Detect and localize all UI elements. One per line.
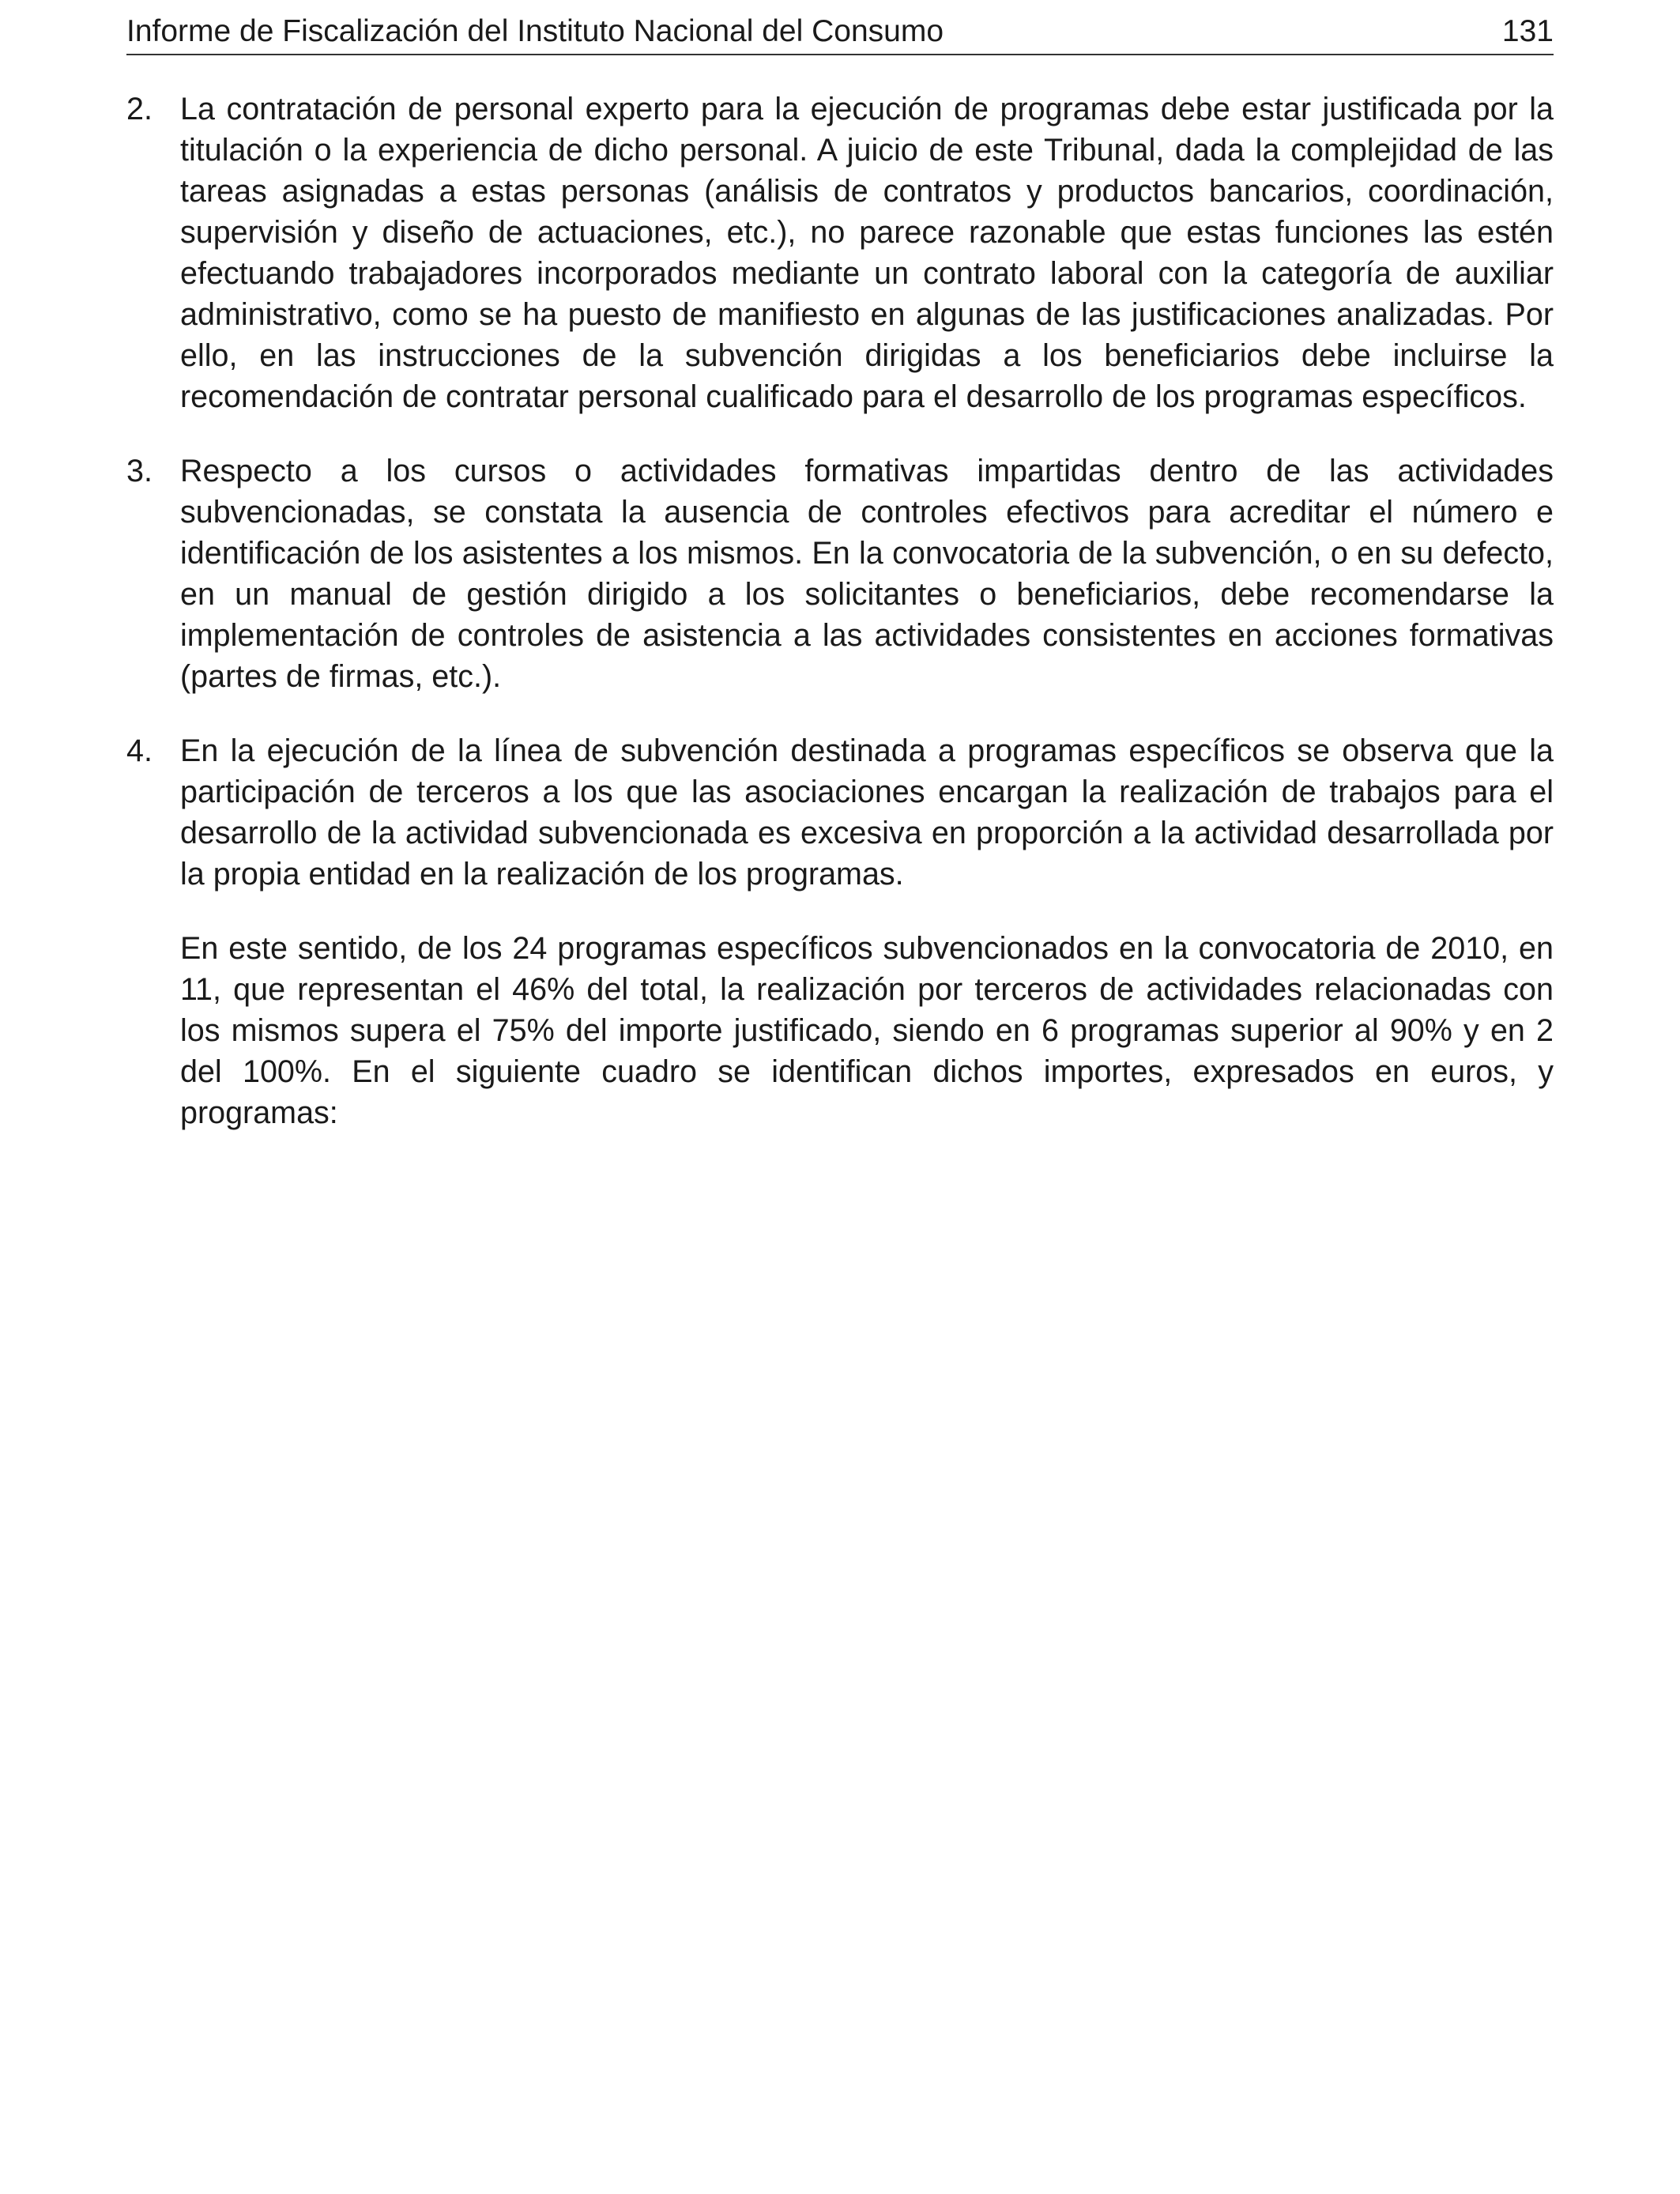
item-number: 3.: [126, 454, 153, 488]
paragraph: Respecto a los cursos o actividades formativas impartidas dentro de las actividades subvencionadas, se constata la ausencia de controles efectivos para acreditar el número e identificación de los asistentes a los mismos. En la convocatoria de la subvención, o en su defecto, en un manual de gestión dirigido a los solicitantes o beneficiarios, debe recomendarse la implementación de controles de asistencia a las actividades consistentes en acciones formativas (partes de firmas, etc.).: [180, 454, 1554, 694]
item-number: 4.: [126, 733, 153, 768]
paragraph: La contratación de personal experto para la ejecución de programas debe estar justificada por la titulación o la experiencia de dicho personal. A juicio de este Tribunal, dada la complejidad de las tareas asignadas a estas personas (análisis de contratos y productos bancarios, coordinación, supervisión y diseño de actuaciones, etc.), no parece razonable que estas funciones las estén efectuando trabajadores incorporados mediante un contrato laboral con la categoría de auxiliar administrativo, como se ha puesto de manifiesto en algunas de las justificaciones analizadas. Por ello, en las instrucciones de la subvención dirigidas a los beneficiarios debe incluirse la recomendación de contratar personal cualificado para el desarrollo de los programas específicos.: [180, 92, 1554, 414]
numbered-item-3: [126, 450, 1554, 697]
numbered-item-4: [126, 730, 1554, 1133]
page-header: [126, 9, 1554, 55]
header-title: Informe de Fiscalización del Instituto Nacional del Consumo: [126, 14, 944, 48]
page-number: 131: [1501, 14, 1554, 48]
document-body: [126, 89, 1554, 1167]
paragraph: En este sentido, de los 24 programas específicos subvencionados en la convocatoria de 2010, en 11, que representan el 46% del total, la realización por terceros de actividades relacionadas con los mismos supera el 75% del importe justificado, siendo en 6 programas superior al 90% y en 2 del 100%. En el siguiente cuadro se identifican dichos importes, expresados en euros, y programas:: [180, 931, 1554, 1130]
item-number: 2.: [126, 92, 153, 126]
paragraph: En la ejecución de la línea de subvención destinada a programas específicos se observa que la participación de terceros a los que las asociaciones encargan la realización de trabajos para el desarrollo de la actividad subvencionada es excesiva en proporción a la actividad desarrollada por la propia entidad en la realización de los programas.: [180, 733, 1554, 892]
item-body: [180, 450, 1554, 697]
item-body: [180, 730, 1554, 1133]
numbered-item-2: [126, 89, 1554, 417]
item-body: [180, 89, 1554, 417]
